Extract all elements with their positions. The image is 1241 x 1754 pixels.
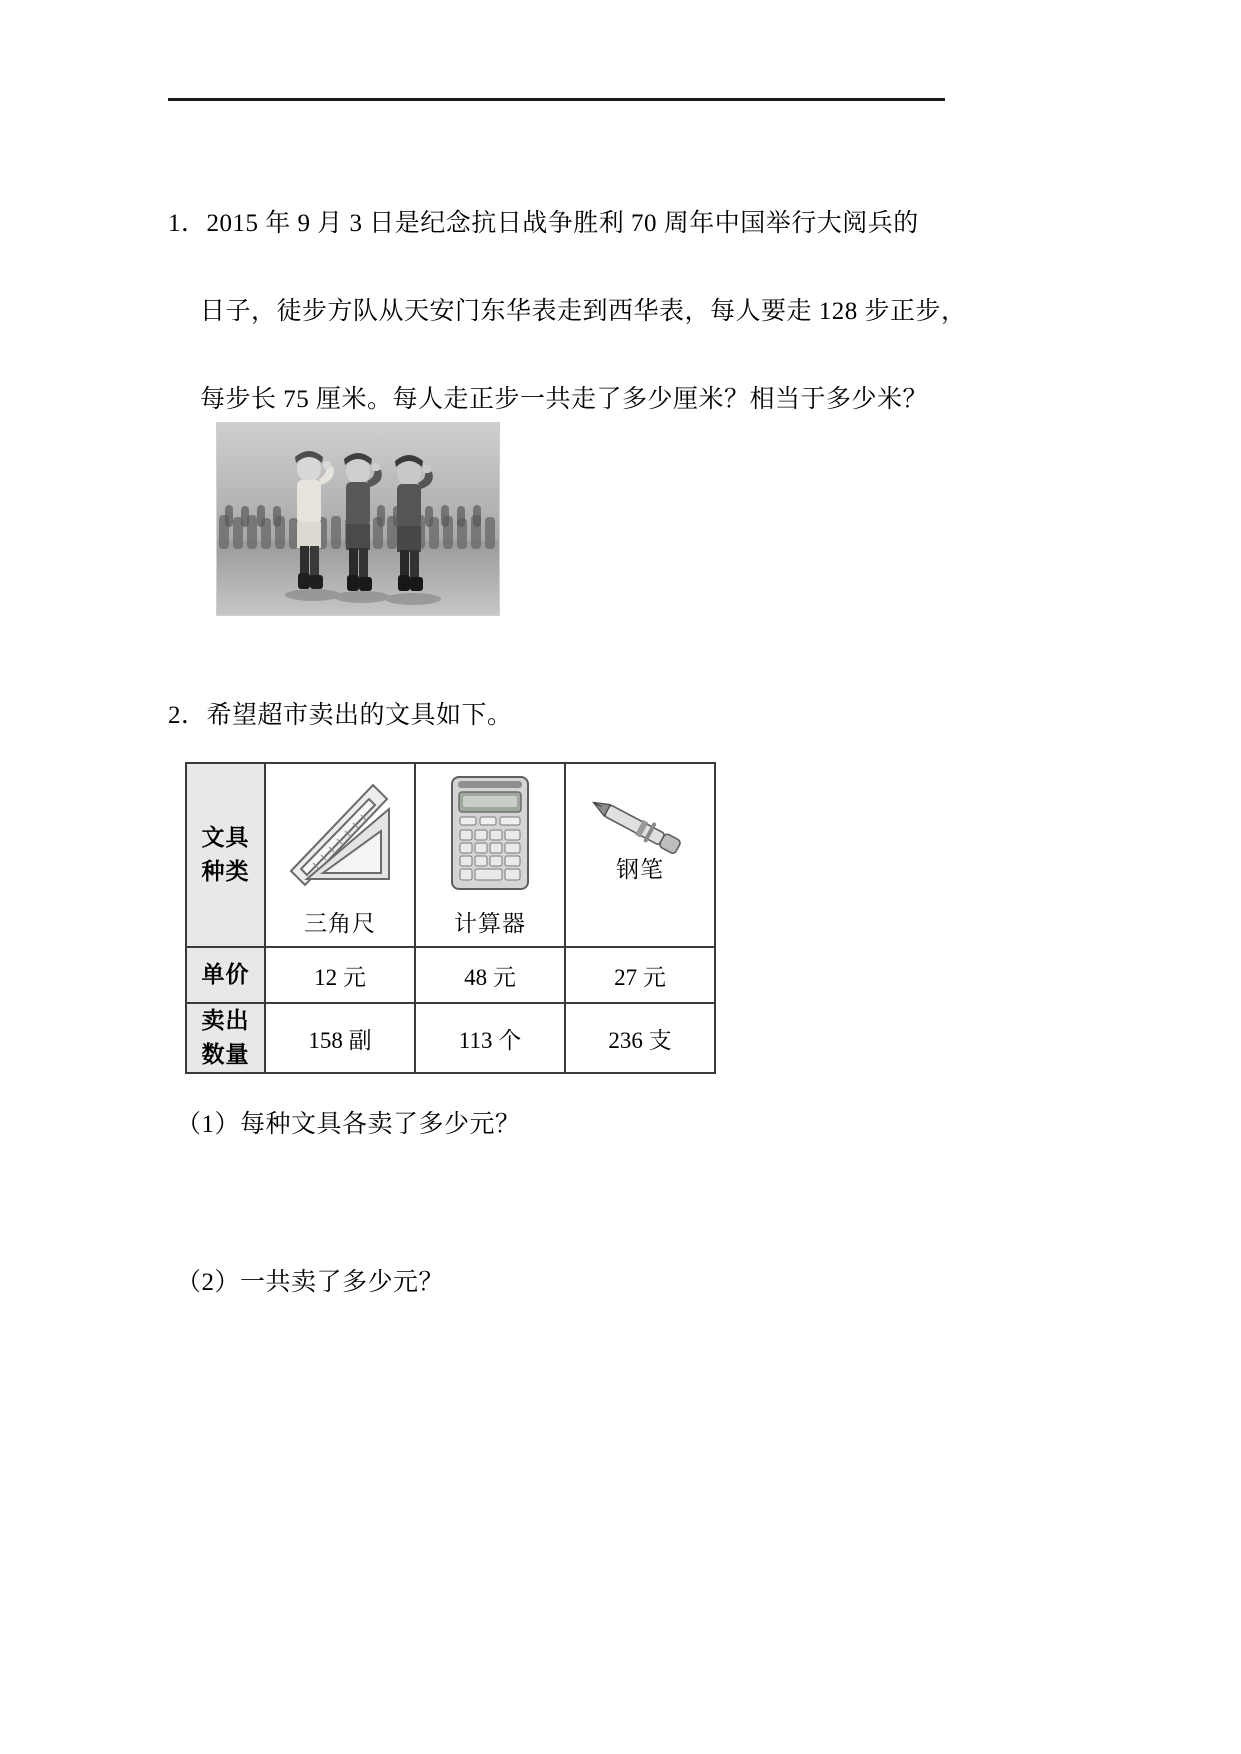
cell-price-2: 48 元 bbox=[415, 947, 565, 1003]
problem-2-stem bbox=[168, 695, 513, 731]
parade-photo-graphic bbox=[217, 423, 499, 615]
problem-1-number: 1． bbox=[168, 210, 207, 237]
row-header-category-line2: 种类 bbox=[201, 859, 250, 884]
parade-photo bbox=[216, 422, 500, 616]
cell-count-3: 236 支 bbox=[565, 1003, 715, 1073]
problem-2-text: 希望超市卖出的文具如下。 bbox=[206, 702, 513, 729]
problem-1-line-2: 日子，徒步方队从天安门东华表走到西华表，每人要走 128 步正步， bbox=[200, 298, 967, 325]
cell-item-1 bbox=[265, 763, 415, 947]
stationery-table bbox=[185, 762, 716, 1074]
cell-price-1: 12 元 bbox=[265, 947, 415, 1003]
problem-2-subquestion-2: （2）一共卖了多少元？ bbox=[176, 1269, 445, 1296]
item-name-2: 计算器 bbox=[454, 911, 526, 936]
cell-count-2: 113 个 bbox=[415, 1003, 565, 1073]
problem-1 bbox=[168, 180, 968, 444]
row-header-category-line1: 文具 bbox=[201, 825, 250, 850]
cell-price-3: 27 元 bbox=[565, 947, 715, 1003]
table-row bbox=[186, 1003, 715, 1073]
row-header-count-line2: 数量 bbox=[201, 1042, 250, 1067]
cell-count-1: 158 副 bbox=[265, 1003, 415, 1073]
item-name-3: 钢笔 bbox=[616, 857, 664, 882]
problem-1-line-1 bbox=[168, 180, 968, 268]
row-header-category bbox=[186, 763, 265, 947]
row-header-price-label: 单价 bbox=[201, 962, 250, 987]
cell-item-2 bbox=[415, 763, 565, 947]
row-header-count bbox=[186, 1003, 265, 1073]
calculator-icon bbox=[416, 770, 564, 898]
problem-2-number: 2． bbox=[168, 702, 207, 729]
item-name-1: 三角尺 bbox=[304, 911, 376, 936]
row-header-price bbox=[186, 947, 265, 1003]
table-row bbox=[186, 763, 715, 947]
triangle-ruler-icon bbox=[266, 770, 414, 898]
table-row bbox=[186, 947, 715, 1003]
problem-2-subquestion-1: （1）每种文具各卖了多少元？ bbox=[176, 1111, 521, 1138]
row-header-count-line1: 卖出 bbox=[201, 1008, 250, 1033]
problem-1-text-1: 2015 年 9 月 3 日是纪念抗日战争胜利 70 周年中国举行大阅兵的 bbox=[206, 210, 919, 237]
problem-1-line-3: 每步长 75 厘米。每人走正步一共走了多少厘米？相当于多少米？ bbox=[200, 386, 929, 413]
cell-item-3 bbox=[565, 763, 715, 947]
header-divider bbox=[168, 98, 945, 101]
